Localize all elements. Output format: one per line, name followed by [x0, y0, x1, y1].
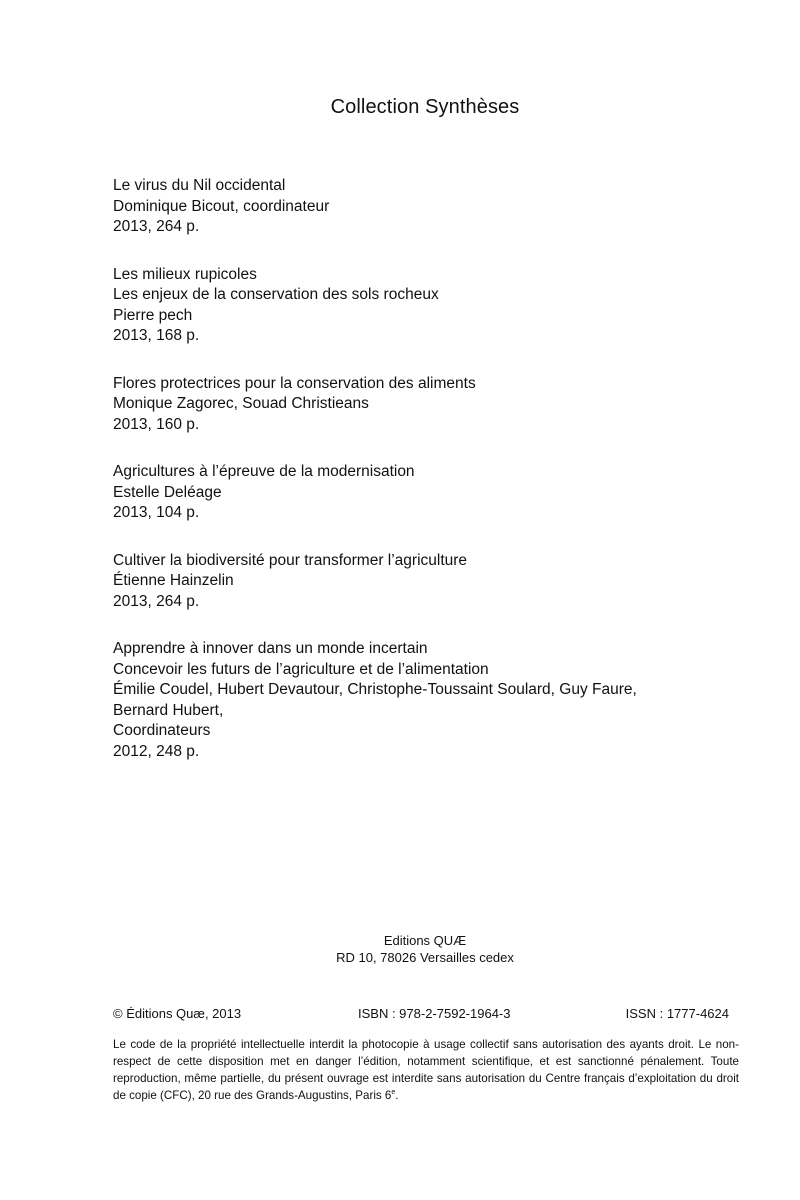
book-role: Coordinateurs — [113, 722, 211, 739]
book-list — [113, 176, 733, 789]
book-author: Estelle Deléage — [113, 483, 222, 501]
publisher-address: RD 10, 78026 Versailles cedex — [336, 950, 514, 965]
book-year-pages: 2013, 168 p. — [113, 327, 200, 344]
legal-superscript: e — [391, 1089, 396, 1097]
issn: ISSN : 1777-4624 — [625, 1006, 729, 1021]
book-entry — [113, 265, 733, 347]
book-year-pages: 2012, 248 p. — [113, 742, 200, 760]
book-entry — [113, 176, 733, 238]
isbn: ISBN : 978-2-7592-1964-3 — [358, 1006, 511, 1021]
publisher-name: Editions QUÆ — [383, 933, 467, 948]
legal-end: . — [395, 1089, 399, 1102]
book-entry — [113, 639, 733, 762]
book-year-pages: 2013, 104 p. — [113, 504, 200, 521]
book-subtitle: Les enjeux de la conservation des sols rocheux — [113, 286, 439, 303]
book-entry — [113, 462, 733, 524]
collection-title: Collection Synthèses — [330, 96, 520, 118]
book-author: Émilie Coudel, Hubert Devautour, Christophe-Toussaint Soulard, Guy Faure, — [113, 681, 637, 698]
legal-text: Le code de la propriété intellectuelle interdit la photocopie à usage collectif sans autorisation des ayants droit. Le non-respect de cette disposition met en danger l’édition, notamment scientifique, et est sanctionné pénalement. Toute reproduction, même partielle, du présent ouvrage est interdite sans autorisation du Centre français d’exploitation du droit de copie (CFC), 20 rue des Grands-Augustins, Paris 6 — [113, 1038, 739, 1102]
copyright-notice: © Éditions Quæ, 2013 — [113, 1006, 242, 1021]
book-author: Étienne Hainzelin — [113, 572, 234, 589]
book-title: Agricultures à l’épreuve de la modernisation — [113, 463, 415, 480]
book-title: Cultiver la biodiversité pour transformer l’agriculture — [113, 551, 468, 569]
book-title: Apprendre à innover dans un monde incertain — [113, 640, 428, 657]
book-entry — [113, 374, 733, 436]
book-entry — [113, 551, 733, 613]
book-year-pages: 2013, 160 p. — [113, 415, 200, 433]
book-author: Dominique Bicout, coordinateur — [113, 197, 330, 215]
book-year-pages: 2013, 264 p. — [113, 218, 200, 235]
legal-notice — [113, 1036, 739, 1104]
book-title: Le virus du Nil occidental — [113, 177, 286, 194]
publication-meta — [113, 1006, 729, 1024]
book-author-continued: Bernard Hubert, — [113, 701, 224, 719]
book-title: Les milieux rupicoles — [113, 265, 257, 283]
book-subtitle: Concevoir les futurs de l’agriculture et de l’alimentation — [113, 660, 489, 678]
book-title: Flores protectrices pour la conservation des aliments — [113, 374, 476, 392]
book-author: Monique Zagorec, Souad Christieans — [113, 395, 369, 412]
book-author: Pierre pech — [113, 306, 193, 324]
book-year-pages: 2013, 264 p. — [113, 592, 200, 610]
publisher-block — [0, 932, 800, 966]
